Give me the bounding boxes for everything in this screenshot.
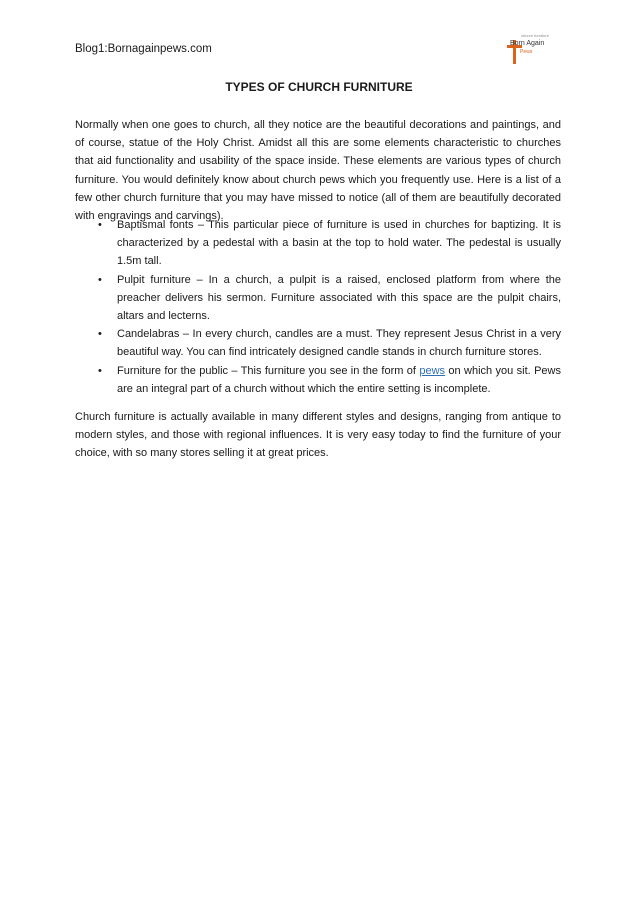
list-item-text-after-link: on which you sit. Pews are an integral part of a church without which the entire setting is incomplete.: [117, 364, 561, 395]
list-item-text: Pulpit furniture – In a church, a pulpit is a raised, enclosed platform from where the preacher delivers his sermon. Furniture associated with this space are the pulpit chairs, altars and lecterns.: [117, 273, 561, 323]
logo-small-text: church furniture: [521, 33, 549, 38]
page-title: TYPES OF CHURCH FURNITURE: [225, 80, 413, 94]
born-again-pews-logo: [496, 28, 558, 68]
header-site-name: Blog1:Bornagainpews.com: [75, 43, 212, 55]
logo-tagline: Pews: [520, 49, 533, 55]
list-item-text-before-link: Furniture for the public – This furniture you see in the form of: [117, 364, 420, 377]
list-item-text: Candelabras – In every church, candles are a must. They represent Jesus Christ in a very beautiful way. You can find intricately designed candle stands in church furniture stores.: [117, 328, 561, 359]
list-item: [75, 216, 561, 271]
bullet-icon: •: [98, 328, 102, 341]
list-item-text: Baptismal fonts – This particular piece of furniture is used in churches for baptizing. It is characterized by a pedestal with a basin at the top to hold water. The pedestal is usually 1.5m tall.: [117, 219, 561, 268]
furniture-list: [75, 216, 561, 398]
pews-link[interactable]: pews: [419, 364, 446, 377]
list-item: [75, 271, 561, 326]
bullet-icon: •: [98, 364, 102, 377]
bullet-icon: •: [98, 273, 102, 286]
conclusion-paragraph: Church furniture is actually available in many different styles and designs, ranging from antique to modern styles, and those with regional influences. It is very easy today to find the furniture of your choice, with so many stores selling it at great prices.: [75, 411, 561, 460]
list-item: [75, 325, 561, 361]
bullet-icon: •: [98, 219, 102, 231]
logo-brand: Born Again: [510, 40, 545, 47]
intro-paragraph: Normally when one goes to church, all they notice are the beautiful decorations and paintings, and of course, statue of the Holy Christ. Amidst all this are some elements characteristic to churches that aid functionality and usability of the space inside. These elements are various types of church furniture. You would definitely know about church pews which you frequently use. Here is a list of a few other church furniture that you may have missed to notice (all of them are beautifully decorated with engravings and carvings).: [75, 119, 561, 223]
list-item: [75, 362, 561, 398]
